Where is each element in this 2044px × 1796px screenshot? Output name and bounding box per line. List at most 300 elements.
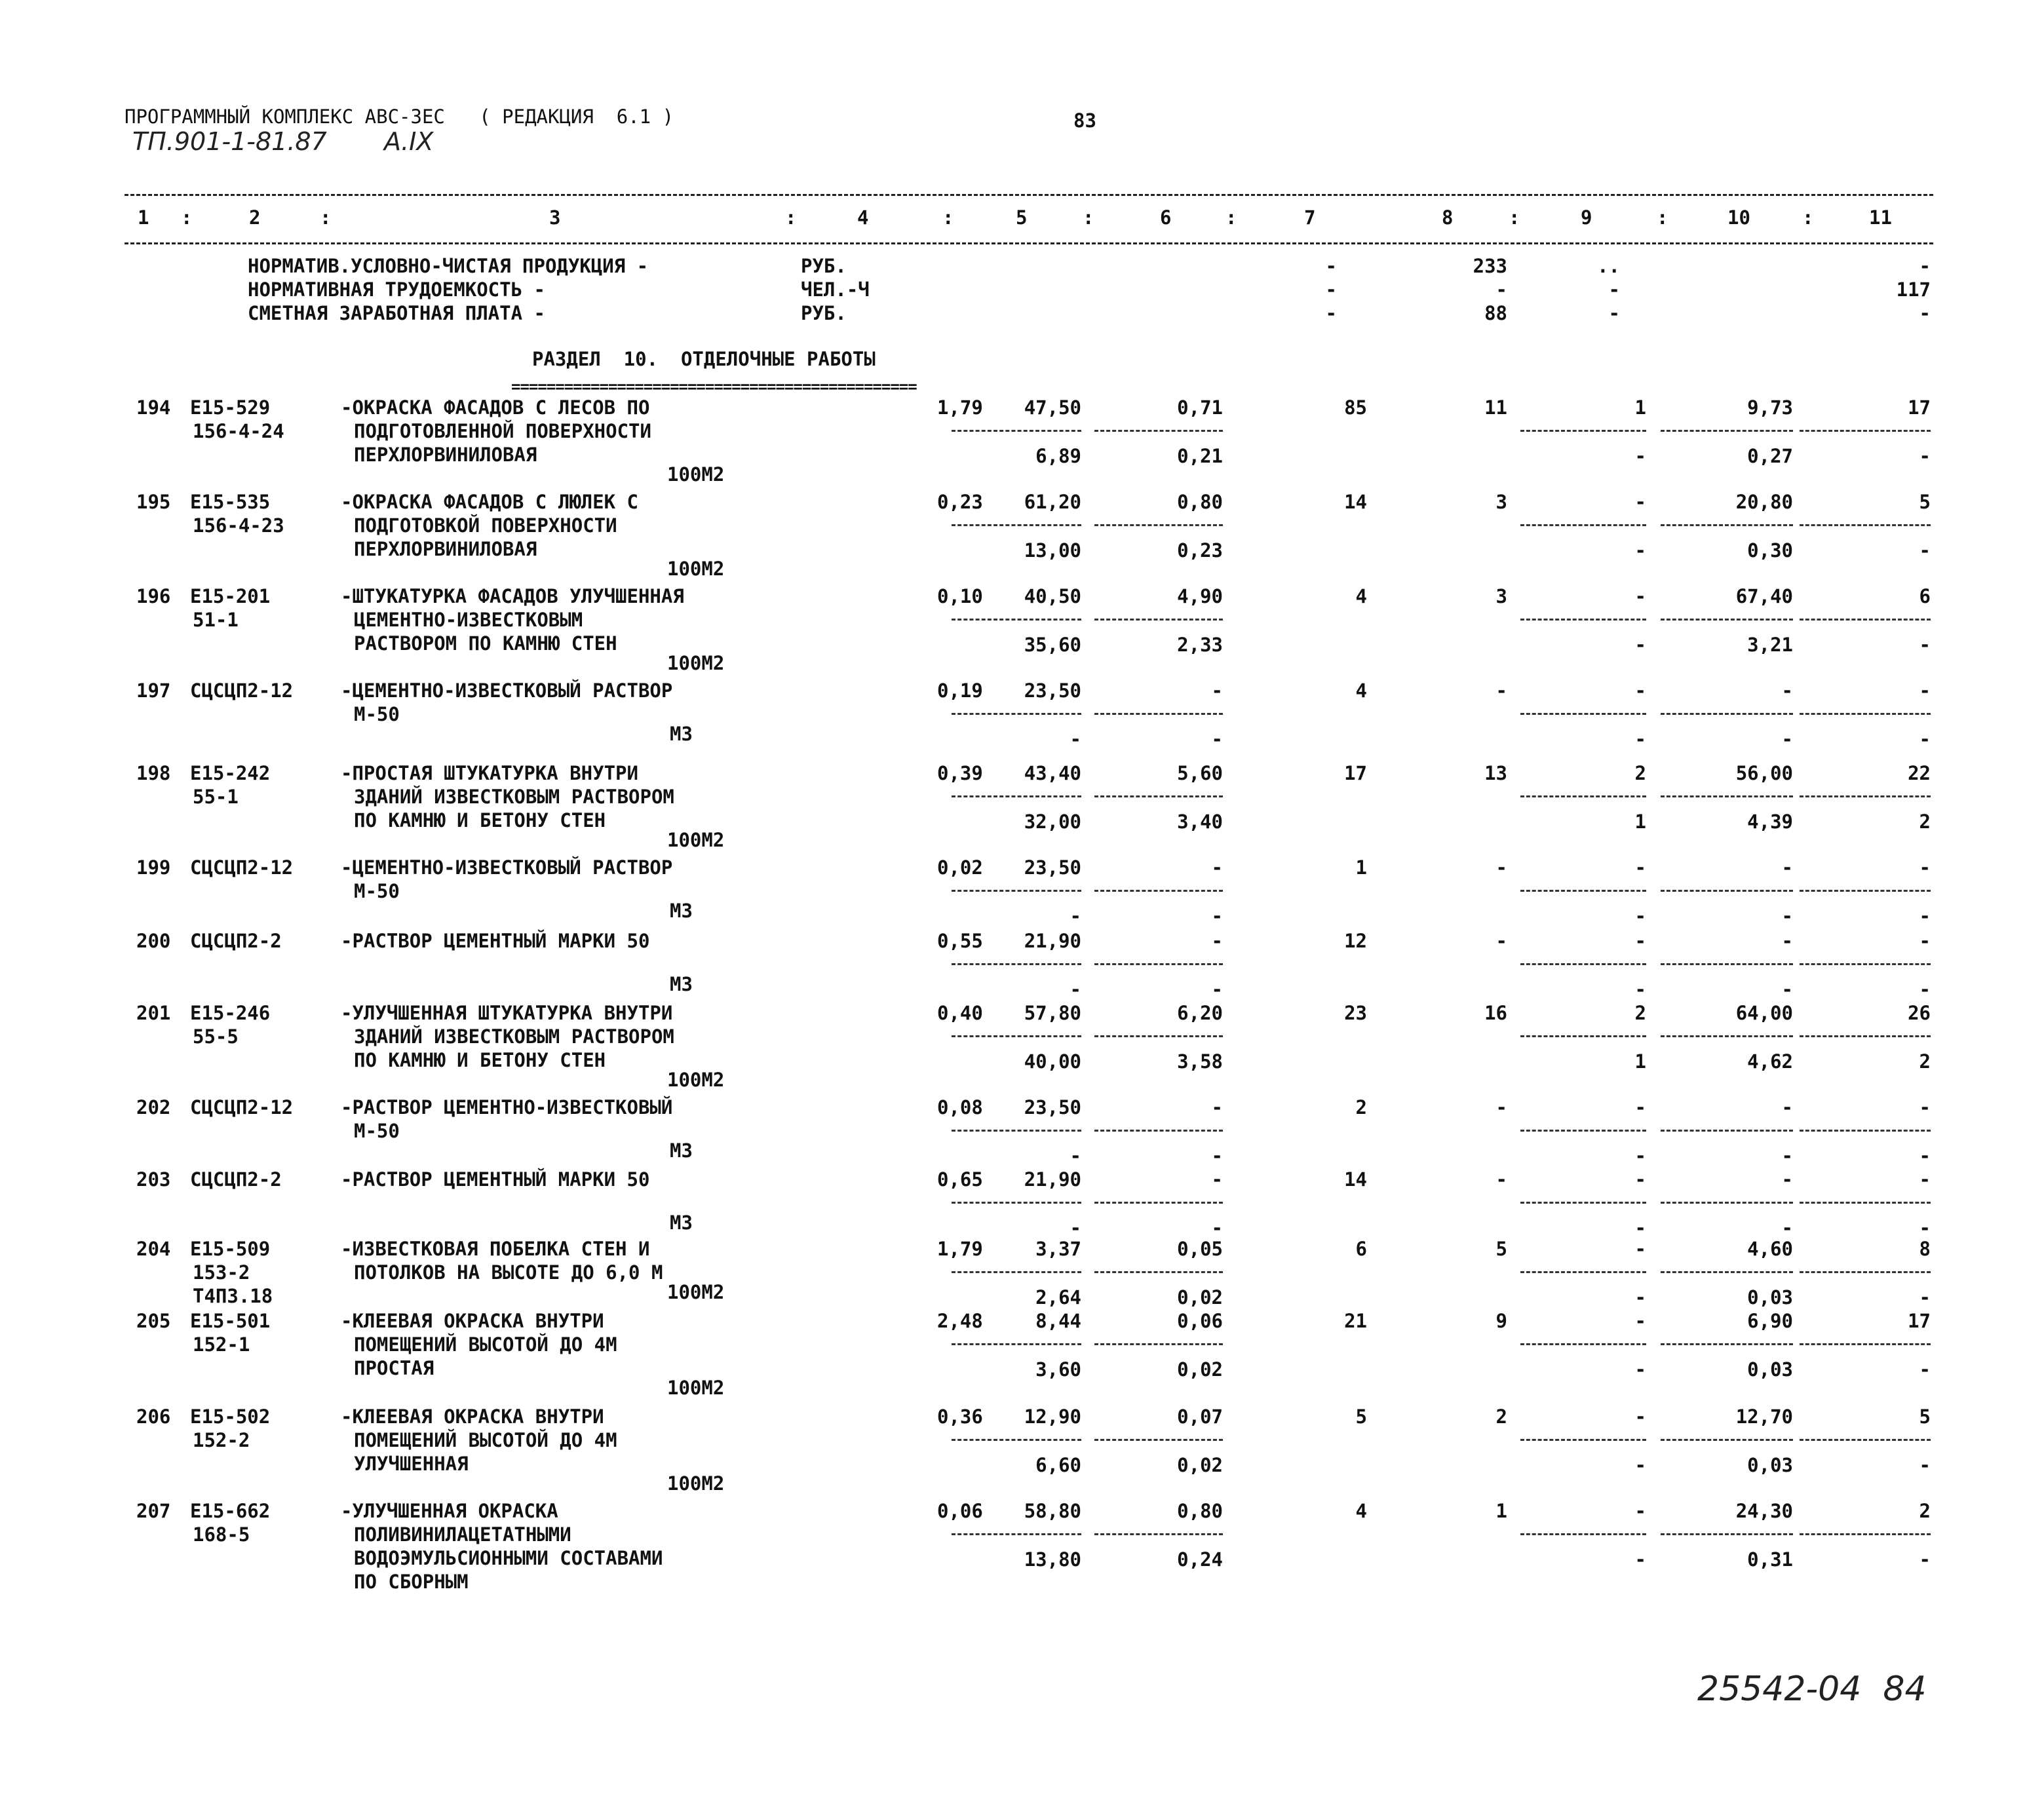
cell-underline xyxy=(1800,430,1931,432)
row-col11: 26 xyxy=(1908,1002,1931,1024)
row-col10-sub: 0,27 xyxy=(1747,445,1793,467)
row-code: 51-1 xyxy=(193,609,239,631)
row-col11-sub: - xyxy=(1919,1454,1931,1476)
row-col9: 1 xyxy=(1634,396,1646,419)
row-col5-sub: 32,00 xyxy=(1024,811,1081,833)
row-number: 203 xyxy=(136,1168,171,1191)
row-description: ПОТОЛКОВ НА ВЫСОТЕ ДО 6,0 М xyxy=(354,1261,663,1284)
row-col9: 2 xyxy=(1634,1002,1646,1024)
row-col6-sub: 3,58 xyxy=(1177,1050,1223,1073)
row-number: 207 xyxy=(136,1500,171,1522)
row-col5-sub: 35,60 xyxy=(1024,634,1081,656)
row-col10: 24,30 xyxy=(1735,1500,1793,1522)
row-col8: - xyxy=(1495,1096,1507,1118)
row-col11-sub: - xyxy=(1919,634,1931,656)
row-code: 152-2 xyxy=(193,1429,250,1451)
row-code: 55-1 xyxy=(193,786,239,808)
row-code: СЦСЦП2-12 xyxy=(190,856,294,879)
row-col8: - xyxy=(1495,1168,1507,1191)
row-description: УЛУЧШЕННАЯ xyxy=(354,1453,469,1475)
row-col5-sub: - xyxy=(1070,728,1081,750)
column-header-cell: 10 xyxy=(1727,206,1750,229)
section-rule: ============================================== xyxy=(511,377,917,396)
row-col5-sub: 2,64 xyxy=(1035,1286,1081,1309)
row-col5: 23,50 xyxy=(1024,1096,1081,1118)
cell-underline xyxy=(952,1533,1081,1535)
cell-underline xyxy=(1520,1271,1646,1273)
row-col8: 11 xyxy=(1484,396,1507,419)
row-col4: 0,10 xyxy=(937,585,983,607)
cell-underline xyxy=(1094,713,1223,715)
row-col10-sub: 4,39 xyxy=(1747,811,1793,833)
row-col9: - xyxy=(1634,679,1646,702)
row-col10: 12,70 xyxy=(1735,1405,1793,1428)
table-header-rule xyxy=(125,242,1933,244)
handwritten-archive-number: 25542-04 84 xyxy=(1697,1670,1927,1709)
page-number: 83 xyxy=(1073,109,1096,132)
row-col9: - xyxy=(1634,491,1646,513)
row-col6-sub: - xyxy=(1211,1145,1223,1167)
row-col10: 6,90 xyxy=(1747,1310,1793,1332)
row-description: -РАСТВОР ЦЕМЕНТНЫЙ МАРКИ 50 xyxy=(341,1168,650,1191)
row-unit: 100М2 xyxy=(667,463,725,486)
row-number: 205 xyxy=(136,1310,171,1332)
cell-underline xyxy=(1520,890,1646,892)
row-col9-sub: 1 xyxy=(1634,811,1646,833)
row-col8: 9 xyxy=(1495,1310,1507,1332)
row-col9: - xyxy=(1634,1500,1646,1522)
row-col10: - xyxy=(1781,1096,1793,1118)
row-col7: 85 xyxy=(1344,396,1367,419)
row-col9: - xyxy=(1634,585,1646,607)
row-code: СЦСЦП2-12 xyxy=(190,1096,294,1118)
row-col6: 6,20 xyxy=(1177,1002,1223,1024)
row-unit: 100М2 xyxy=(667,558,725,580)
row-col10: 20,80 xyxy=(1735,491,1793,513)
cell-underline xyxy=(952,890,1081,892)
summary-label: НОРМАТИВНАЯ ТРУДОЕМКОСТЬ - xyxy=(248,278,545,301)
row-description: ПЕРХЛОРВИНИЛОВАЯ xyxy=(354,444,537,466)
row-col4: 1,79 xyxy=(937,396,983,419)
row-col10-sub: - xyxy=(1781,905,1793,927)
row-col9: - xyxy=(1634,1238,1646,1260)
row-col10: 67,40 xyxy=(1735,585,1793,607)
row-col5: 3,37 xyxy=(1035,1238,1081,1260)
row-col9-sub: - xyxy=(1634,634,1646,656)
row-col7: 21 xyxy=(1344,1310,1367,1332)
row-col9-sub: - xyxy=(1634,539,1646,562)
row-col11-sub: - xyxy=(1919,1286,1931,1309)
summary-col7: - xyxy=(1325,255,1337,277)
cell-underline xyxy=(1800,1035,1931,1037)
row-code: Е15-502 xyxy=(190,1405,271,1428)
row-col11: - xyxy=(1919,1096,1931,1118)
cell-underline xyxy=(1661,524,1793,526)
summary-col8: - xyxy=(1495,278,1507,301)
row-description: ПОМЕЩЕНИЙ ВЫСОТОЙ ДО 4М xyxy=(354,1429,617,1451)
row-number: 204 xyxy=(136,1238,171,1260)
summary-col9: .. xyxy=(1597,255,1620,277)
cell-underline xyxy=(1800,963,1931,965)
cell-underline xyxy=(1661,1271,1793,1273)
row-unit: 100М2 xyxy=(667,1472,725,1495)
column-header-cell: 8 xyxy=(1442,206,1454,229)
row-description: ПО КАМНЮ И БЕТОНУ СТЕН xyxy=(354,1049,606,1071)
cell-underline xyxy=(1094,1271,1223,1273)
row-col10: - xyxy=(1781,1168,1793,1191)
row-description: М-50 xyxy=(354,1120,400,1142)
row-description: -КЛЕЕВАЯ ОКРАСКА ВНУТРИ xyxy=(341,1405,604,1428)
column-header-cell: : xyxy=(1802,206,1814,229)
row-col10: 56,00 xyxy=(1735,762,1793,784)
row-col4: 0,36 xyxy=(937,1405,983,1428)
row-col6-sub: - xyxy=(1211,1217,1223,1239)
summary-col11: - xyxy=(1919,302,1931,324)
row-col5: 12,90 xyxy=(1024,1405,1081,1428)
cell-underline xyxy=(1800,1439,1931,1441)
row-col7: 2 xyxy=(1355,1096,1367,1118)
summary-unit: РУБ. xyxy=(801,255,847,277)
row-col5: 21,90 xyxy=(1024,930,1081,952)
row-col10-sub: 0,31 xyxy=(1747,1548,1793,1571)
row-col11: 2 xyxy=(1919,1500,1931,1522)
summary-col9: - xyxy=(1608,278,1620,301)
row-description: -РАСТВОР ЦЕМЕНТНЫЙ МАРКИ 50 xyxy=(341,930,650,952)
row-col6-sub: 0,24 xyxy=(1177,1548,1223,1571)
row-code: 55-5 xyxy=(193,1025,239,1048)
row-col7: 4 xyxy=(1355,585,1367,607)
cell-underline xyxy=(952,1130,1081,1132)
row-col10-sub: 0,03 xyxy=(1747,1358,1793,1381)
cell-underline xyxy=(1800,1130,1931,1132)
row-description: -ИЗВЕСТКОВАЯ ПОБЕЛКА СТЕН И xyxy=(341,1238,650,1260)
row-col6-sub: 0,02 xyxy=(1177,1358,1223,1381)
row-col11-sub: 2 xyxy=(1919,811,1931,833)
row-col5-sub: 6,60 xyxy=(1035,1454,1081,1476)
row-unit: 100М2 xyxy=(667,1377,725,1399)
row-col6: - xyxy=(1211,930,1223,952)
row-col6-sub: - xyxy=(1211,978,1223,1001)
cell-underline xyxy=(1094,1130,1223,1132)
row-code: Е15-662 xyxy=(190,1500,271,1522)
summary-label: СМЕТНАЯ ЗАРАБОТНАЯ ПЛАТА - xyxy=(248,302,545,324)
row-col11: 6 xyxy=(1919,585,1931,607)
row-col5: 58,80 xyxy=(1024,1500,1081,1522)
cell-underline xyxy=(952,619,1081,621)
row-col5: 21,90 xyxy=(1024,1168,1081,1191)
column-header-cell: 5 xyxy=(1016,206,1028,229)
cell-underline xyxy=(1661,1343,1793,1345)
row-col10: - xyxy=(1781,679,1793,702)
row-col11: - xyxy=(1919,856,1931,879)
row-description: ПО КАМНЮ И БЕТОНУ СТЕН xyxy=(354,809,606,831)
row-col6: 4,90 xyxy=(1177,585,1223,607)
row-col9: - xyxy=(1634,1310,1646,1332)
row-col11-sub: - xyxy=(1919,445,1931,467)
cell-underline xyxy=(1520,1130,1646,1132)
row-description: -РАСТВОР ЦЕМЕНТНО-ИЗВЕСТКОВЫЙ xyxy=(341,1096,673,1118)
row-col11-sub: - xyxy=(1919,1217,1931,1239)
column-header-cell: 3 xyxy=(549,206,561,229)
row-col5: 40,50 xyxy=(1024,585,1081,607)
row-code: Е15-535 xyxy=(190,491,271,513)
row-col6: 0,07 xyxy=(1177,1405,1223,1428)
summary-col8: 88 xyxy=(1484,302,1507,324)
row-col5: 8,44 xyxy=(1035,1310,1081,1332)
row-col5-sub: - xyxy=(1070,1145,1081,1167)
row-col11-sub: - xyxy=(1919,978,1931,1001)
row-col6-sub: - xyxy=(1211,905,1223,927)
cell-underline xyxy=(1661,1202,1793,1204)
row-col5-sub: 13,80 xyxy=(1024,1548,1081,1571)
row-col9-sub: - xyxy=(1634,1358,1646,1381)
cell-underline xyxy=(1661,713,1793,715)
column-header-cell: : xyxy=(1225,206,1237,229)
column-header-cell: 11 xyxy=(1869,206,1892,229)
row-col9-sub: - xyxy=(1634,905,1646,927)
row-col11: - xyxy=(1919,930,1931,952)
row-col8: 3 xyxy=(1495,491,1507,513)
column-header-cell: 2 xyxy=(249,206,261,229)
column-header-cell: : xyxy=(785,206,797,229)
row-number: 200 xyxy=(136,930,171,952)
row-col4: 0,19 xyxy=(937,679,983,702)
row-col9-sub: - xyxy=(1634,1454,1646,1476)
row-description: -УЛУЧШЕННАЯ ШТУКАТУРКА ВНУТРИ xyxy=(341,1002,673,1024)
row-description: ВОДОЭМУЛЬСИОННЫМИ СОСТАВАМИ xyxy=(354,1547,663,1569)
cell-underline xyxy=(1661,1130,1793,1132)
row-col4: 0,40 xyxy=(937,1002,983,1024)
row-number: 197 xyxy=(136,679,171,702)
row-code: Е15-242 xyxy=(190,762,271,784)
row-code: Е15-501 xyxy=(190,1310,271,1332)
cell-underline xyxy=(1661,1035,1793,1037)
row-unit: М3 xyxy=(670,723,693,745)
row-col11: 17 xyxy=(1908,1310,1931,1332)
row-description: ПЕРХЛОРВИНИЛОВАЯ xyxy=(354,538,537,560)
cell-underline xyxy=(952,524,1081,526)
row-col9: - xyxy=(1634,1168,1646,1191)
row-col4: 0,06 xyxy=(937,1500,983,1522)
row-code: 156-4-23 xyxy=(193,514,284,537)
cell-underline xyxy=(1520,1533,1646,1535)
row-col6-sub: 0,23 xyxy=(1177,539,1223,562)
row-number: 195 xyxy=(136,491,171,513)
row-unit: 100М2 xyxy=(667,1069,725,1091)
row-code: Е15-246 xyxy=(190,1002,271,1024)
row-code: СЦСЦП2-2 xyxy=(190,930,282,952)
row-number: 199 xyxy=(136,856,171,879)
row-description: М-50 xyxy=(354,703,400,725)
row-description: РАСТВОРОМ ПО КАМНЮ СТЕН xyxy=(354,632,617,655)
row-description: ЗДАНИЙ ИЗВЕСТКОВЫМ РАСТВОРОМ xyxy=(354,786,674,808)
row-col4: 0,02 xyxy=(937,856,983,879)
row-col8: 3 xyxy=(1495,585,1507,607)
cell-underline xyxy=(952,1035,1081,1037)
row-code: Т4П3.18 xyxy=(193,1285,273,1307)
row-col6-sub: 0,21 xyxy=(1177,445,1223,467)
row-col6-sub: - xyxy=(1211,728,1223,750)
summary-unit: РУБ. xyxy=(801,302,847,324)
row-description: -КЛЕЕВАЯ ОКРАСКА ВНУТРИ xyxy=(341,1310,604,1332)
cell-underline xyxy=(1094,619,1223,621)
summary-label: НОРМАТИВ.УСЛОВНО-ЧИСТАЯ ПРОДУКЦИЯ - xyxy=(248,255,649,277)
row-col10: - xyxy=(1781,856,1793,879)
row-col11-sub: - xyxy=(1919,539,1931,562)
row-description: ПОМЕЩЕНИЙ ВЫСОТОЙ ДО 4М xyxy=(354,1333,617,1356)
cell-underline xyxy=(1800,1533,1931,1535)
row-col6: 0,06 xyxy=(1177,1310,1223,1332)
cell-underline xyxy=(1520,795,1646,797)
row-col11-sub: - xyxy=(1919,728,1931,750)
row-col9: 2 xyxy=(1634,762,1646,784)
cell-underline xyxy=(1800,1343,1931,1345)
column-header-cell: : xyxy=(1509,206,1520,229)
cell-underline xyxy=(1800,1271,1931,1273)
row-number: 194 xyxy=(136,396,171,419)
cell-underline xyxy=(1800,795,1931,797)
row-col5: 43,40 xyxy=(1024,762,1081,784)
column-header-cell: 4 xyxy=(857,206,869,229)
row-col9-sub: - xyxy=(1634,1286,1646,1309)
row-col11: - xyxy=(1919,1168,1931,1191)
row-col10: 64,00 xyxy=(1735,1002,1793,1024)
row-col8: 1 xyxy=(1495,1500,1507,1522)
row-col9-sub: 1 xyxy=(1634,1050,1646,1073)
album-label: А.IX xyxy=(384,127,434,156)
row-code: 152-1 xyxy=(193,1333,250,1356)
row-code: 153-2 xyxy=(193,1261,250,1284)
row-col10-sub: 4,62 xyxy=(1747,1050,1793,1073)
row-col10-sub: 0,03 xyxy=(1747,1286,1793,1309)
cell-underline xyxy=(1094,430,1223,432)
row-col10-sub: - xyxy=(1781,978,1793,1001)
row-code: Е15-529 xyxy=(190,396,271,419)
row-col6: 0,80 xyxy=(1177,491,1223,513)
cell-underline xyxy=(1520,963,1646,965)
row-description: -ЦЕМЕНТНО-ИЗВЕСТКОВЫЙ РАСТВОР xyxy=(341,856,673,879)
row-col10: 4,60 xyxy=(1747,1238,1793,1260)
table-top-rule xyxy=(125,194,1933,196)
cell-underline xyxy=(1800,890,1931,892)
row-col10-sub: - xyxy=(1781,728,1793,750)
row-col4: 0,65 xyxy=(937,1168,983,1191)
cell-underline xyxy=(1520,1439,1646,1441)
row-col5-sub: - xyxy=(1070,905,1081,927)
row-unit: 100М2 xyxy=(667,652,725,674)
row-col11-sub: 2 xyxy=(1919,1050,1931,1073)
row-col5: 61,20 xyxy=(1024,491,1081,513)
row-code: Е15-509 xyxy=(190,1238,271,1260)
column-header-cell: : xyxy=(320,206,332,229)
cell-underline xyxy=(1094,524,1223,526)
row-col7: 4 xyxy=(1355,679,1367,702)
row-description: ПОДГОТОВЛЕННОЙ ПОВЕРХНОСТИ xyxy=(354,420,651,442)
cell-underline xyxy=(1520,524,1646,526)
row-col9-sub: - xyxy=(1634,728,1646,750)
row-col5-sub: 6,89 xyxy=(1035,445,1081,467)
row-col8: 2 xyxy=(1495,1405,1507,1428)
row-description: М-50 xyxy=(354,880,400,902)
row-number: 196 xyxy=(136,585,171,607)
cell-underline xyxy=(1661,795,1793,797)
row-col11: 5 xyxy=(1919,1405,1931,1428)
cell-underline xyxy=(1661,1439,1793,1441)
row-number: 198 xyxy=(136,762,171,784)
column-header-cell: : xyxy=(942,206,954,229)
row-col5: 57,80 xyxy=(1024,1002,1081,1024)
row-col9-sub: - xyxy=(1634,1548,1646,1571)
cell-underline xyxy=(952,795,1081,797)
cell-underline xyxy=(1520,713,1646,715)
row-col7: 14 xyxy=(1344,491,1367,513)
row-code: СЦСЦП2-2 xyxy=(190,1168,282,1191)
row-col4: 1,79 xyxy=(937,1238,983,1260)
row-unit: М3 xyxy=(670,1212,693,1234)
cell-underline xyxy=(952,1343,1081,1345)
summary-col9: - xyxy=(1608,302,1620,324)
row-description: -ОКРАСКА ФАСАДОВ С ЛЕСОВ ПО xyxy=(341,396,650,419)
row-col9-sub: - xyxy=(1634,978,1646,1001)
row-code: 168-5 xyxy=(193,1523,250,1546)
row-col9: - xyxy=(1634,930,1646,952)
row-col8: 16 xyxy=(1484,1002,1507,1024)
cell-underline xyxy=(1800,1202,1931,1204)
cell-underline xyxy=(1661,430,1793,432)
row-col7: 1 xyxy=(1355,856,1367,879)
row-description: ЗДАНИЙ ИЗВЕСТКОВЫМ РАСТВОРОМ xyxy=(354,1025,674,1048)
row-col10-sub: 0,03 xyxy=(1747,1454,1793,1476)
summary-col7: - xyxy=(1325,302,1337,324)
cell-underline xyxy=(952,1439,1081,1441)
row-col7: 12 xyxy=(1344,930,1367,952)
row-col5-sub: 13,00 xyxy=(1024,539,1081,562)
row-col8: 13 xyxy=(1484,762,1507,784)
row-code: 156-4-24 xyxy=(193,420,284,442)
row-description: ПО СБОРНЫМ xyxy=(354,1571,469,1593)
row-col11: 17 xyxy=(1908,396,1931,419)
row-col4: 0,08 xyxy=(937,1096,983,1118)
row-col11-sub: - xyxy=(1919,1548,1931,1571)
column-header-cell: : xyxy=(1083,206,1094,229)
row-number: 201 xyxy=(136,1002,171,1024)
summary-col8: 233 xyxy=(1473,255,1507,277)
column-header-cell: : xyxy=(181,206,193,229)
row-col7: 5 xyxy=(1355,1405,1367,1428)
row-col7: 4 xyxy=(1355,1500,1367,1522)
row-description: ЦЕМЕНТНО-ИЗВЕСТКОВЫМ xyxy=(354,609,583,631)
row-col6: - xyxy=(1211,1168,1223,1191)
cell-underline xyxy=(1094,1343,1223,1345)
row-col11-sub: - xyxy=(1919,1358,1931,1381)
row-col6-sub: 3,40 xyxy=(1177,811,1223,833)
cell-underline xyxy=(952,1202,1081,1204)
cell-underline xyxy=(1800,713,1931,715)
row-description: ПОДГОТОВКОЙ ПОВЕРХНОСТИ xyxy=(354,514,617,537)
row-col6: 5,60 xyxy=(1177,762,1223,784)
cell-underline xyxy=(1520,1202,1646,1204)
row-col11: 5 xyxy=(1919,491,1931,513)
row-col6: 0,71 xyxy=(1177,396,1223,419)
row-col5: 23,50 xyxy=(1024,856,1081,879)
row-col4: 2,48 xyxy=(937,1310,983,1332)
row-col6: - xyxy=(1211,679,1223,702)
row-col6-sub: 2,33 xyxy=(1177,634,1223,656)
cell-underline xyxy=(1520,430,1646,432)
row-col6-sub: 0,02 xyxy=(1177,1286,1223,1309)
row-col9-sub: - xyxy=(1634,445,1646,467)
row-col6-sub: 0,02 xyxy=(1177,1454,1223,1476)
